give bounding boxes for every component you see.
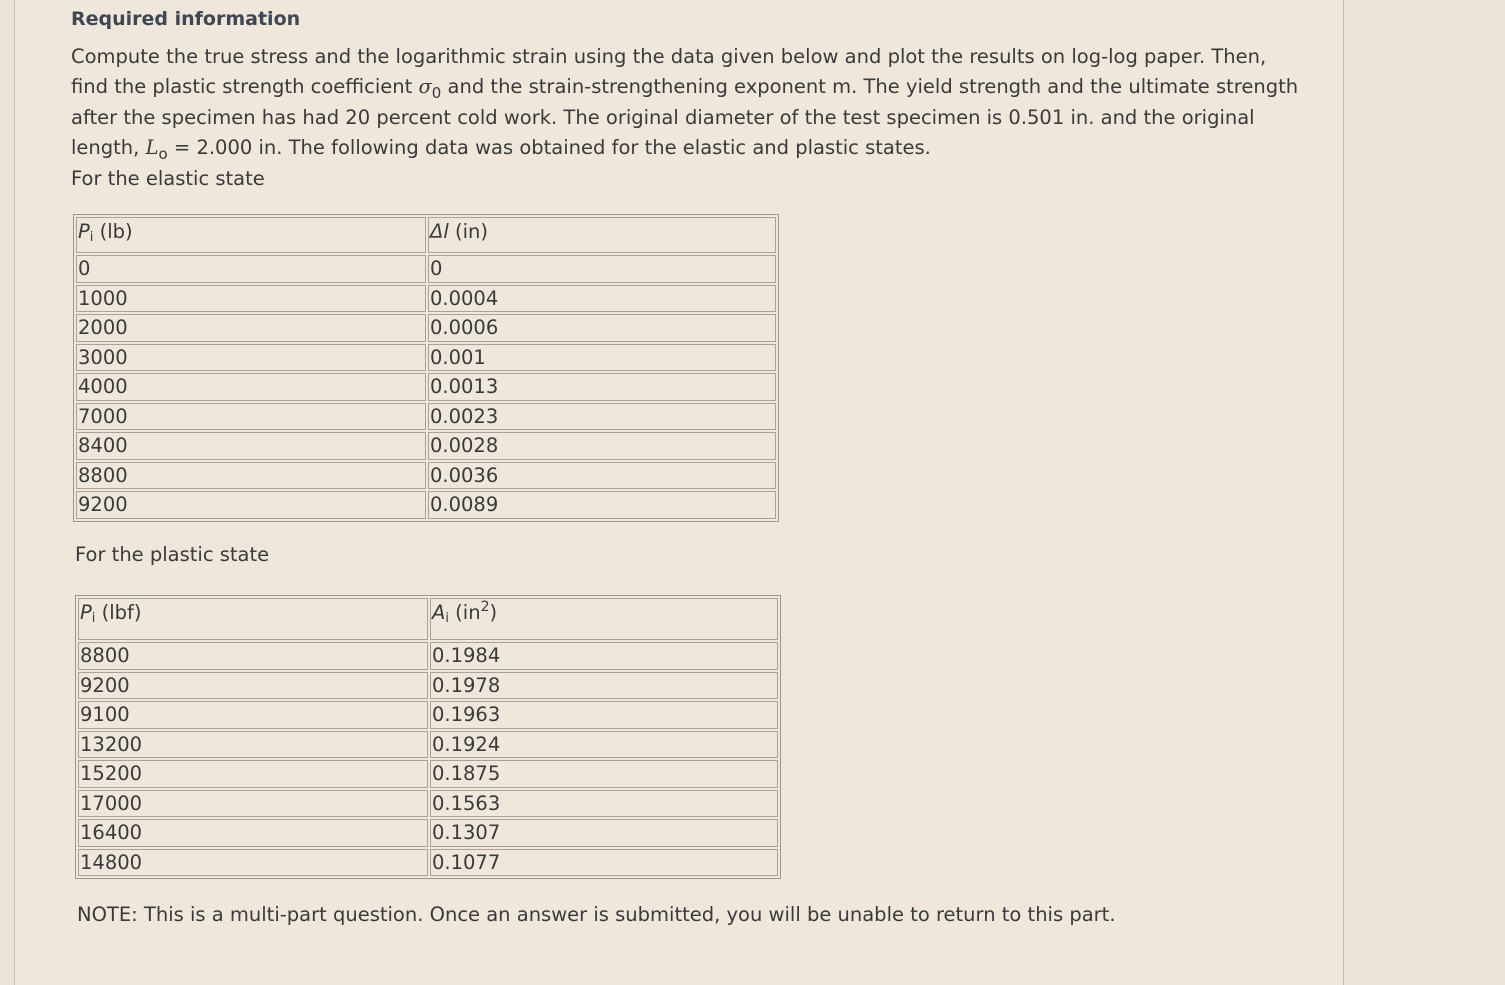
load-cell: 3000 xyxy=(76,344,426,372)
load-cell: 13200 xyxy=(78,731,428,759)
column-header-elongation xyxy=(428,217,776,253)
area-cell: 0.1984 xyxy=(430,642,778,670)
load-cell: 9100 xyxy=(78,701,428,729)
area-symbol: A xyxy=(432,601,446,624)
load-cell: 8400 xyxy=(76,432,426,460)
area-unit-prefix: (in xyxy=(448,601,481,624)
area-cell: 0.1978 xyxy=(430,672,778,700)
plastic-table-body xyxy=(78,642,778,876)
load-cell: 1000 xyxy=(76,285,426,313)
problem-text-2: and the strain-strengthening exponent m. The yield strength and the ultimate strength after the specimen has had 20 percent cold work. The original diameter of the test specimen is 0.501 in. and the original length, xyxy=(71,74,1299,159)
elongation-unit: (in) xyxy=(448,220,488,243)
table-row xyxy=(78,819,778,847)
load-cell: 4000 xyxy=(76,373,426,401)
table-row xyxy=(78,760,778,788)
elongation-cell: 0 xyxy=(428,255,776,283)
table-row xyxy=(76,314,776,342)
table-header-row xyxy=(78,598,778,640)
elastic-table-body xyxy=(76,255,776,519)
table-row xyxy=(76,373,776,401)
elongation-cell: 0.0028 xyxy=(428,432,776,460)
table-row xyxy=(78,701,778,729)
table-row xyxy=(78,790,778,818)
load-cell: 2000 xyxy=(76,314,426,342)
area-cell: 0.1077 xyxy=(430,849,778,877)
table-row xyxy=(78,849,778,877)
sigma-symbol: σ xyxy=(418,74,432,98)
table-row xyxy=(78,731,778,759)
table-row xyxy=(76,462,776,490)
elongation-cell: 0.0006 xyxy=(428,314,776,342)
table-row xyxy=(76,432,776,460)
area-cell: 0.1924 xyxy=(430,731,778,759)
load-subscript: i xyxy=(91,611,96,626)
table-row xyxy=(76,403,776,431)
table-header-row xyxy=(76,217,776,253)
elongation-symbol: Δl xyxy=(430,220,449,243)
table-row xyxy=(76,255,776,283)
length-subscript: o xyxy=(158,144,168,163)
load-symbol: P xyxy=(80,601,92,624)
load-unit: (lbf) xyxy=(95,601,142,624)
load-cell: 9200 xyxy=(76,491,426,519)
load-cell: 9200 xyxy=(78,672,428,700)
plastic-state-label: For the plastic state xyxy=(75,543,270,566)
area-unit-superscript: 2 xyxy=(480,599,490,615)
load-cell: 14800 xyxy=(78,849,428,877)
elongation-cell: 0.0004 xyxy=(428,285,776,313)
load-cell: 7000 xyxy=(76,403,426,431)
elongation-cell: 0.001 xyxy=(428,344,776,372)
table-row xyxy=(76,285,776,313)
elongation-cell: 0.0013 xyxy=(428,373,776,401)
section-heading: Required information xyxy=(71,8,301,30)
elongation-cell: 0.0036 xyxy=(428,462,776,490)
elastic-data-table xyxy=(73,214,779,522)
problem-statement xyxy=(71,42,1301,194)
load-cell: 0 xyxy=(76,255,426,283)
load-subscript: i xyxy=(89,230,94,245)
table-row xyxy=(78,672,778,700)
length-symbol: L xyxy=(145,135,159,159)
elongation-cell: 0.0089 xyxy=(428,491,776,519)
area-unit-suffix: ) xyxy=(489,601,498,624)
plastic-data-table xyxy=(75,595,781,879)
table-row xyxy=(76,344,776,372)
load-cell: 15200 xyxy=(78,760,428,788)
area-cell: 0.1563 xyxy=(430,790,778,818)
area-cell: 0.1307 xyxy=(430,819,778,847)
sigma-subscript: 0 xyxy=(431,83,442,102)
load-cell: 8800 xyxy=(78,642,428,670)
load-unit: (lb) xyxy=(93,220,133,243)
table-row xyxy=(76,491,776,519)
problem-text-1: Compute the true stress and the logarithmic strain using the data given below and plot the results on log-log paper. Then, find the plastic strength coefficient xyxy=(71,45,1267,98)
problem-text-3: = 2.000 in. The following data was obtained for the elastic and plastic states. xyxy=(167,135,931,159)
column-header-area xyxy=(430,598,778,640)
multi-part-note: NOTE: This is a multi-part question. Once an answer is submitted, you will be unable to return to this part. xyxy=(77,903,1116,926)
column-header-load xyxy=(76,217,426,253)
area-cell: 0.1963 xyxy=(430,701,778,729)
area-cell: 0.1875 xyxy=(430,760,778,788)
load-cell: 8800 xyxy=(76,462,426,490)
load-cell: 16400 xyxy=(78,819,428,847)
load-cell: 17000 xyxy=(78,790,428,818)
elastic-state-label: For the elastic state xyxy=(71,167,265,190)
question-panel xyxy=(14,0,1344,985)
table-row xyxy=(78,642,778,670)
elongation-cell: 0.0023 xyxy=(428,403,776,431)
load-symbol: P xyxy=(78,220,90,243)
area-subscript: i xyxy=(445,611,449,626)
column-header-load xyxy=(78,598,428,640)
